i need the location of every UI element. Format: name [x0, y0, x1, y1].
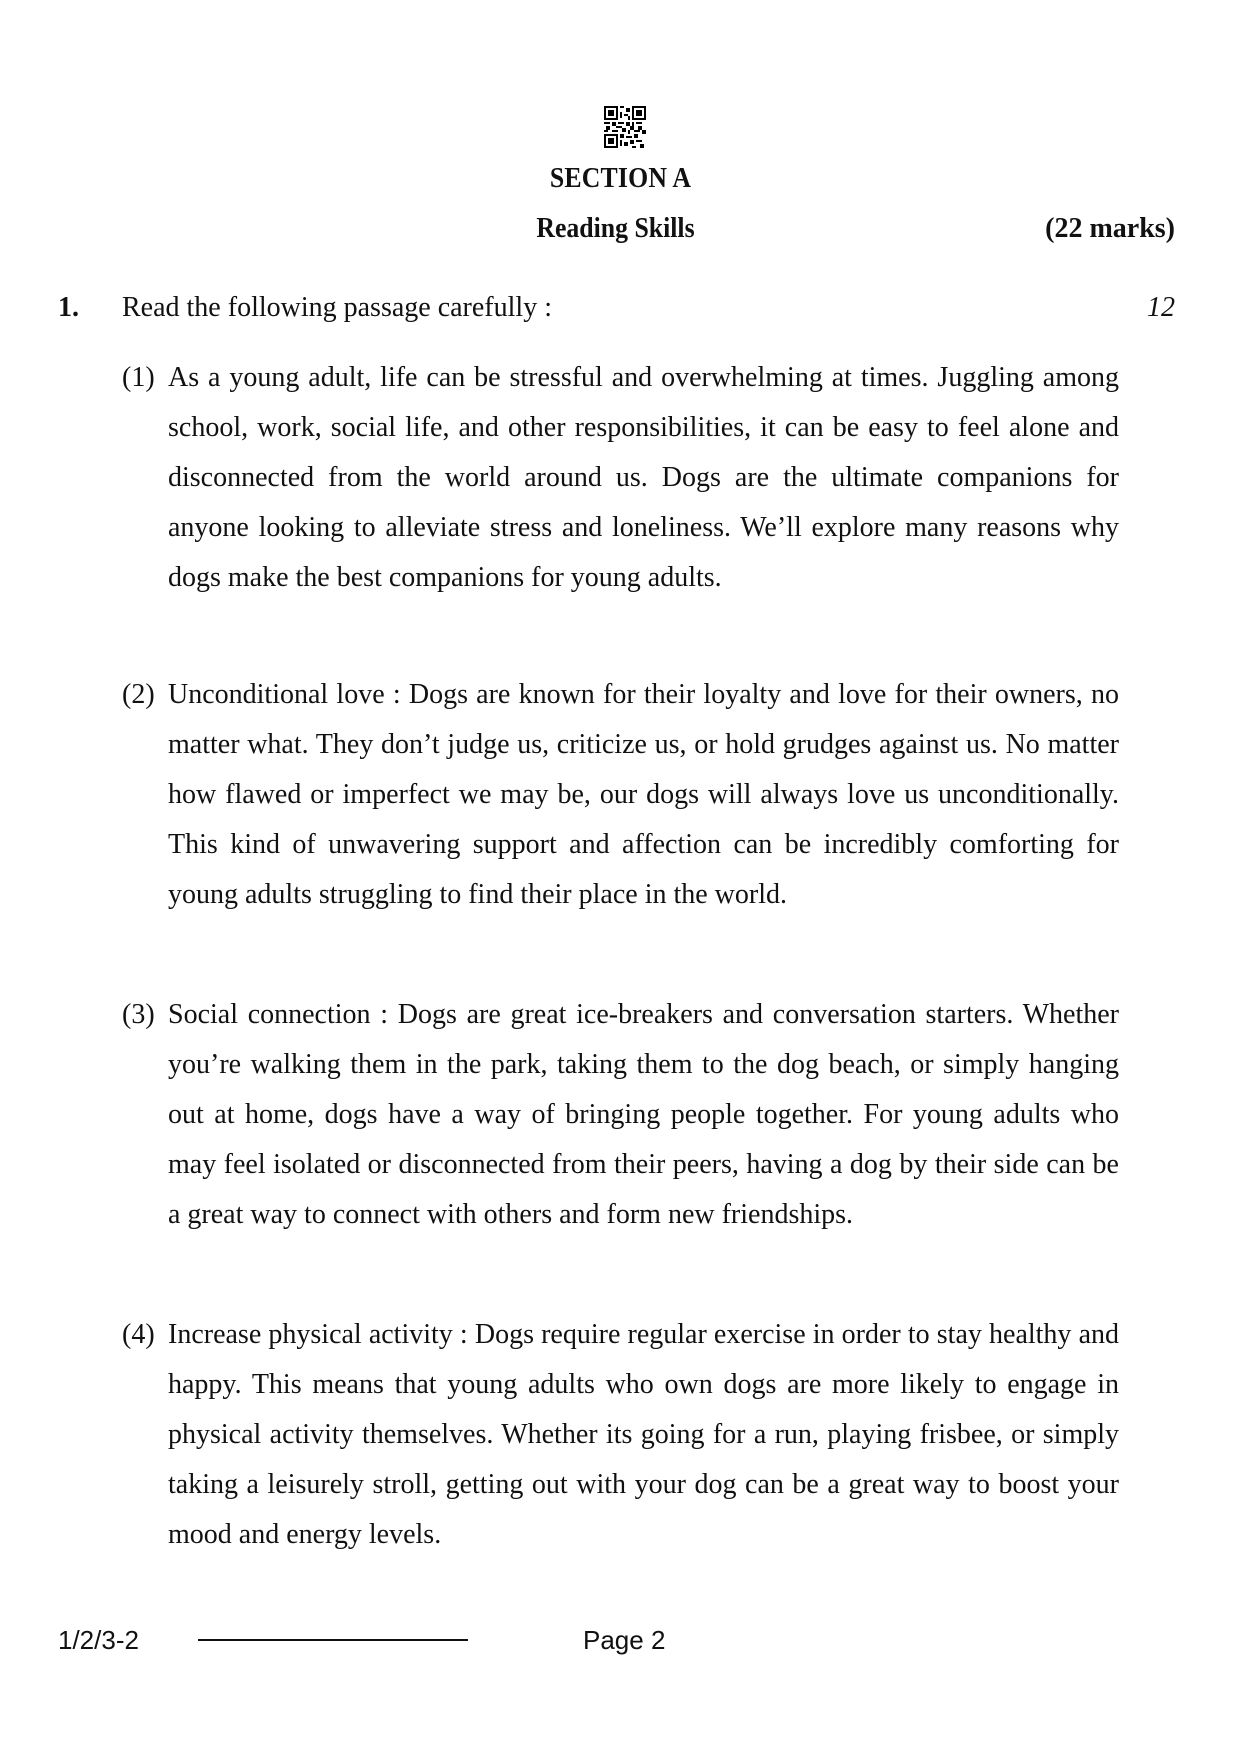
passage-paragraph-2	[122, 670, 1119, 920]
passage-paragraph-4	[122, 1310, 1119, 1560]
passage-paragraph-3	[122, 990, 1119, 1240]
paragraph-label: (4)	[122, 1319, 155, 1350]
section-marks: (22 marks)	[1045, 213, 1175, 244]
qr-code-icon	[604, 106, 646, 148]
subsection-title: Reading Skills	[536, 213, 695, 244]
passage-paragraph-1	[122, 353, 1119, 603]
paragraph-text: Unconditional love : Dogs are known for their loyalty and love for their owners, no matter what. They don’t judge us, criticize us, or hold grudges against us. No matter how flawed or imperfect we may be, our dogs will always love us unconditionally. This kind of unwavering support and affection can be incredibly comforting for young adults struggling to find their place in the world.	[168, 679, 1119, 910]
paragraph-label: (3)	[122, 999, 155, 1030]
paper-code: 1/2/3-2	[58, 1625, 139, 1655]
page-number: Page 2	[583, 1625, 666, 1655]
paragraph-text: Increase physical activity : Dogs require regular exercise in order to stay healthy and happy. This means that young adults who own dogs are more likely to engage in physical activity themselves. Whether its going for a run, playing frisbee, or simply taking a leisurely stroll, getting out with your dog can be a great way to boost your mood and energy levels.	[168, 1319, 1119, 1550]
footer-divider	[198, 1639, 468, 1641]
question-prompt: Read the following passage carefully :	[122, 292, 552, 323]
paragraph-label: (2)	[122, 679, 155, 710]
question-marks: 12	[1147, 292, 1175, 323]
question-number: 1.	[58, 292, 79, 323]
paragraph-text: Social connection : Dogs are great ice-breakers and conversation starters. Whether you’re walking them in the park, taking them to the dog beach, or simply hanging out at home, dogs have a way of bringing people together. For young adults who may feel isolated or disconnected from their peers, having a dog by their side can be a great way to connect with others and form new friendships.	[168, 999, 1119, 1230]
section-title: SECTION A	[549, 163, 692, 194]
paragraph-label: (1)	[122, 362, 155, 393]
paragraph-text: As a young adult, life can be stressful and overwhelming at times. Juggling among school, work, social life, and other responsibilities, it can be easy to feel alone and disconnected from the world around us. Dogs are the ultimate companions for anyone looking to alleviate stress and loneliness. We’ll explore many reasons why dogs make the best companions for young adults.	[168, 362, 1119, 593]
